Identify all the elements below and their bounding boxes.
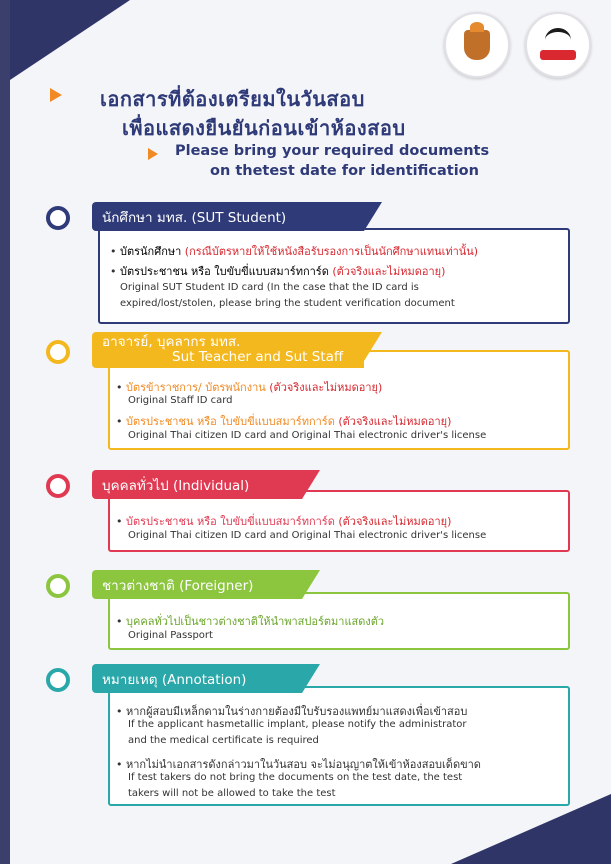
list-item: • บัตรข้าราชการ/ บัตรพนักงาน (ตัวจริงและไม่หมดอายุ) (116, 381, 383, 394)
english-note: Original Thai citizen ID card and Original Thai electronic driver's license (128, 430, 487, 441)
section-subtitle: Sut Teacher and Sut Staff (172, 349, 344, 365)
section-individual-header (92, 470, 302, 499)
english-note: If the applicant hasmetallic implant, please notify the administrator (128, 719, 467, 730)
university-logo-icon (525, 12, 591, 78)
english-note: Original Passport (128, 630, 213, 641)
english-note: Original Staff ID card (128, 395, 233, 406)
section-marker-icon (46, 340, 70, 364)
section-foreigner-header (92, 570, 302, 599)
english-note: Original SUT Student ID card (In the case that the ID card is (120, 282, 419, 293)
list-item: • บัตรนักศึกษา (กรณีบัตรหายให้ใช้หนังสือรับรองการเป็นนักศึกษาแทนเท่านั้น) (110, 245, 479, 258)
english-title-line2: on thetest date for identification (210, 163, 479, 179)
english-note: and the medical certificate is required (128, 735, 319, 746)
thai-title-line1: เอกสารที่ต้องเตรียมในวันสอบ (100, 87, 365, 111)
document-page (10, 0, 611, 864)
section-staff-header (92, 332, 364, 368)
english-note: expired/lost/stolen, please bring the student verification document (120, 298, 455, 309)
english-note: takers will not be allowed to take the test (128, 788, 336, 799)
section-annotation-header (92, 664, 302, 693)
list-item: • บัตรประชาชน หรือ ใบขับขี่แบบสมาร์ทการ์ด (ตัวจริงและไม่หมดอายุ) (116, 415, 452, 428)
section-marker-icon (46, 206, 70, 230)
section-title: ชาวต่างชาติ (Foreigner) (102, 577, 254, 594)
list-item: • บัตรประชาชน หรือ ใบขับขี่แบบสมาร์ทการ์ด (ตัวจริงและไม่หมดอายุ) (110, 265, 446, 278)
english-title-line1: Please bring your required documents (175, 143, 490, 159)
section-marker-icon (46, 474, 70, 498)
section-student-header (92, 202, 364, 231)
section-marker-icon (46, 574, 70, 598)
english-note: If test takers do not bring the documents on the test date, the test (128, 772, 463, 783)
section-title: นักศึกษา มทส. (SUT Student) (102, 209, 287, 226)
list-item: • หากผู้สอบมีเหล็กดามในร่างกายต้องมีใบรับรองแพทย์มาแสดงเพื่อเข้าสอบ (116, 705, 468, 718)
section-title: อาจารย์, บุคลากร มทส. (102, 334, 241, 350)
thai-title-line2: เพื่อแสดงยืนยันก่อนเข้าห้องสอบ (122, 116, 406, 140)
list-item: • หากไม่นำเอกสารดังกล่าวมาในวันสอบ จะไม่อนุญาตให้เข้าห้องสอบเด็ดขาด (116, 758, 481, 771)
section-marker-icon (46, 668, 70, 692)
list-item: • บุคคลทั่วไปเป็นชาวต่างชาติให้นำพาสปอร์ตมาแสดงตัว (116, 615, 385, 628)
english-note: Original Thai citizen ID card and Original Thai electronic driver's license (128, 530, 487, 541)
sut-emblem-icon (444, 12, 510, 78)
section-title: บุคคลทั่วไป (Individual) (102, 477, 250, 494)
list-item: • บัตรประชาชน หรือ ใบขับขี่แบบสมาร์ทการ์ด (ตัวจริงและไม่หมดอายุ) (116, 515, 452, 528)
orange-arrow-icon (50, 88, 62, 102)
decorative-corner-top (10, 0, 130, 80)
section-title: หมายเหตุ (Annotation) (102, 671, 247, 688)
orange-arrow-icon (148, 148, 158, 160)
